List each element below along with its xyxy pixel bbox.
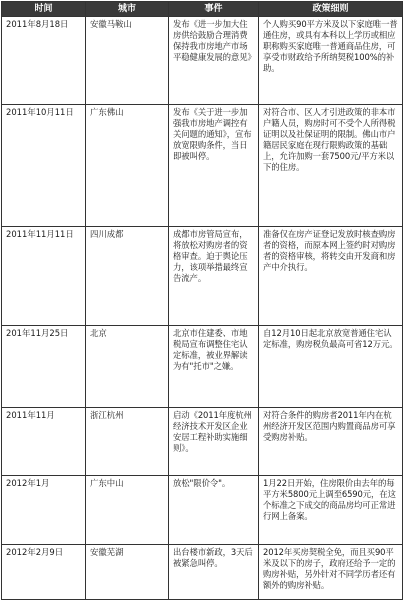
- cell-city: 广东中山: [86, 476, 169, 545]
- header-time: 时间: [2, 2, 86, 17]
- cell-city: 浙江杭州: [86, 408, 169, 476]
- cell-event: 北京市住建委、市地税局宣布调整住宅认定标准，被业界解读为有"托市"之嫌。: [169, 326, 259, 408]
- cell-time: 2011年11月: [2, 408, 86, 476]
- cell-city: 北京: [86, 326, 169, 408]
- table-row: [2, 476, 403, 545]
- cell-city: 四川成都: [86, 227, 169, 326]
- table-header-row: [2, 2, 403, 17]
- cell-detail: 对符合市、区人才引进政策的非本市户籍人员，购房时可不受个人所得税证明以及社保证明的限制。佛山市户籍居民家庭在现行限购政策的基础上，允许加购一套7500元/平方米以下的住房。: [259, 105, 403, 227]
- cell-detail: 2012年买房契税全免，而且买90平米及以下的房子，政府还给予一定的购房补贴，另外针对不同学历者还有额外的购房补贴。: [259, 545, 403, 600]
- cell-time: 201年11月25日: [2, 326, 86, 408]
- table-row: [2, 17, 403, 105]
- cell-event: 出台楼市新政，3天后被紧急叫停。: [169, 545, 259, 600]
- cell-city: 安徽马鞍山: [86, 17, 169, 105]
- table-row: [2, 408, 403, 476]
- cell-event: 放松"限价令"。: [169, 476, 259, 545]
- cell-time: 2012年1月: [2, 476, 86, 545]
- cell-detail: 1月22日开始，住房限价由去年的每平方米5800元上调至6590元，在这个标准之下成交的商品房均可正常进行网上备案。: [259, 476, 403, 545]
- cell-detail: 自12月10日起北京放宽普通住宅认定标准，购房税负最高可省12万元。: [259, 326, 403, 408]
- table-row: [2, 545, 403, 600]
- policy-document: [1, 1, 402, 599]
- cell-city: 安徽芜湖: [86, 545, 169, 600]
- table-row: [2, 227, 403, 326]
- cell-event: 发布《关于进一步加强我市房地产调控有关问题的通知》，宣布放宽限购条件，当日即被叫停。: [169, 105, 259, 227]
- policy-table: [1, 1, 403, 600]
- cell-time: 2011年11月11日: [2, 227, 86, 326]
- cell-event: 发布《进一步加大住房供给鼓励合理消费保持我市房地产市场平稳健康发展的意见》: [169, 17, 259, 105]
- cell-detail: 准备仅在房产证登记发放时核查购房者的资格，而原本网上签约时对购房者的资格审核，将转交由开发商和房产中介执行。: [259, 227, 403, 326]
- cell-detail: 个人购买90平方米及以下家庭唯一普通住房，或具有本科以上学历或相应职称购买家庭唯一普通商品住房，可享受市财政给予所纳契税100%的补助。: [259, 17, 403, 105]
- header-detail: 政策细则: [259, 2, 403, 17]
- header-city: 城市: [86, 2, 169, 17]
- cell-city: 广东佛山: [86, 105, 169, 227]
- cell-event: 启动《2011年度杭州经济技术开发区企业安居工程补助实施细则》。: [169, 408, 259, 476]
- cell-detail: 对符合条件的购房者2011年内在杭州经济开发区范围内购置商品房可享受购房补贴。: [259, 408, 403, 476]
- table-row: [2, 105, 403, 227]
- cell-time: 2011年8月18日: [2, 17, 86, 105]
- header-event: 事件: [169, 2, 259, 17]
- table-row: [2, 326, 403, 408]
- cell-time: 2012年2月9日: [2, 545, 86, 600]
- cell-time: 2011年10月11日: [2, 105, 86, 227]
- cell-event: 成都市房管局宣布，将放松对购房者的资格审查。迫于舆论压力，该项举措最终宣告流产。: [169, 227, 259, 326]
